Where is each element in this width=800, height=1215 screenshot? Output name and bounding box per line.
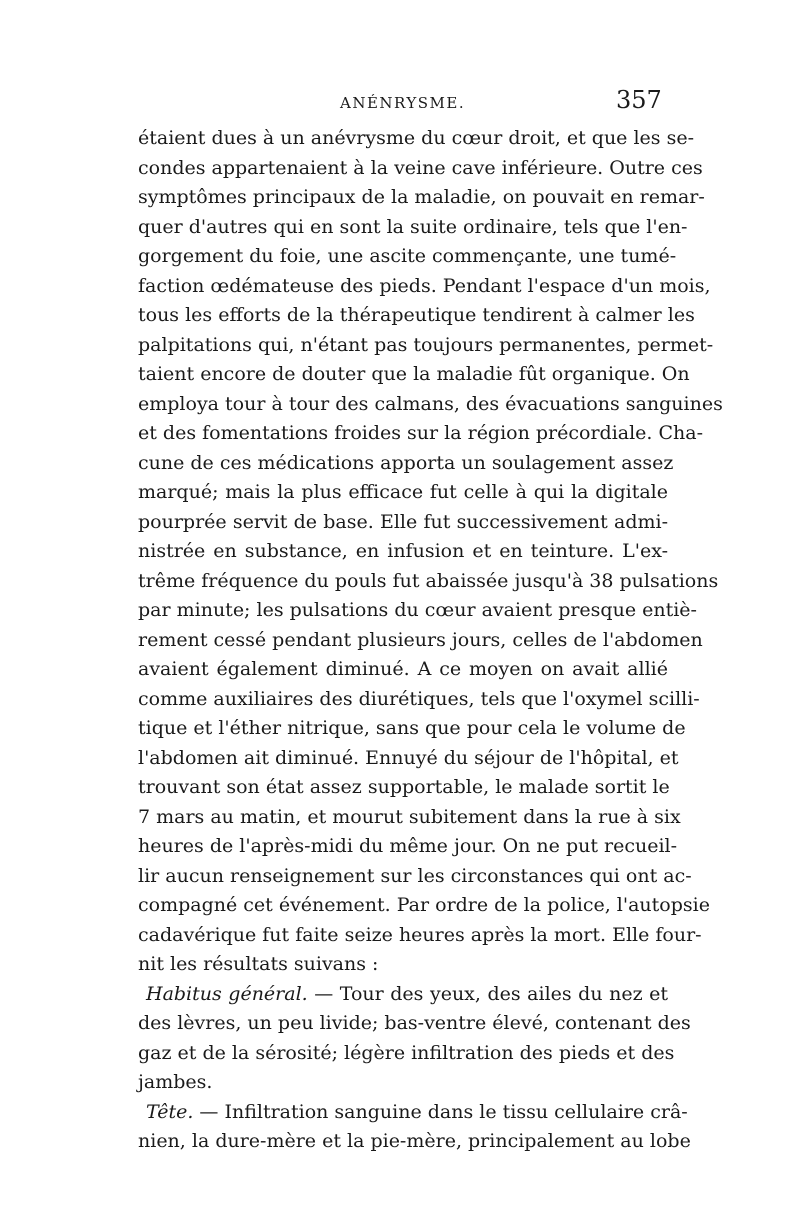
page-number: 357 [616,86,662,114]
text-line: compagné cet événement. Par ordre de la police, l'autopsie [138,894,710,916]
text-line: cadavérique fut faite seize heures après la mort. Elle four- [138,923,702,946]
text-line: 7 mars au matin, et mourut subitement dans la rue à six [138,805,681,828]
text-line: palpitations qui, n'étant pas toujours permanentes, permet- [138,333,714,356]
text-line: étaient dues à un anévrysme du cœur droit, et que les se- [138,127,694,149]
text-line: rement cessé pendant plusieurs jours, celles de l'abdomen [138,628,703,651]
text-line: nit les résultats suivans : [138,953,379,975]
text-fragment: — Tour des yeux, des ailes du nez et [307,982,669,1005]
habitus-heading: Habitus général. [146,982,308,1005]
text-line: nien, la dure-mère et la pie-mère, principalement au lobe [138,1130,691,1152]
text-line: employa tour à tour des calmans, des évacuations sanguines [138,392,723,415]
body-text [138,124,723,1157]
text-line: des lèvres, un peu livide; bas-ventre élevé, contenant des [138,1012,691,1034]
text-line: faction œdémateuse des pieds. Pendant l'espace d'un mois, [138,274,711,297]
tete-heading: Tête. [146,1100,194,1123]
text-fragment: — Infiltration sanguine dans le tissu cellulaire crâ- [193,1100,688,1123]
text-line: avaient également diminué. A ce moyen on avait allié [138,658,668,680]
text-line: condes appartenaient à la veine cave inférieure. Outre ces [138,156,703,179]
text-line: comme auxiliaires des diurétiques, tels que l'oxymel scilli- [138,687,700,710]
text-line: cune de ces médications apporta un soulagement assez [138,451,674,474]
text-line: gorgement du foie, une ascite commençante, une tumé- [138,245,677,267]
text-line: l'abdomen ait diminué. Ennuyé du séjour de l'hôpital, et [138,746,679,769]
text-line: pourprée servit de base. Elle fut successivement admi- [138,510,668,533]
habitus-paragraph-first-line [138,980,668,1010]
text-line: jambes. [138,1071,213,1093]
text-line: par minute; les pulsations du cœur avaient presque entiè- [138,599,697,621]
text-line: taient encore de douter que la maladie fût organique. On [138,363,690,385]
text-line: trouvant son état assez supportable, le malade sortit le [138,776,670,798]
running-head [0,86,800,116]
text-line: tous les efforts de la thérapeutique tendirent à calmer les [138,304,695,326]
text-line: quer d'autres qui en sont la suite ordinaire, tels que l'en- [138,215,688,238]
running-title: ANÉNRYSME. [340,94,466,112]
text-line: gaz et de la sérosité; légère infiltration des pieds et des [138,1041,675,1064]
tete-paragraph-first-line [138,1098,688,1128]
text-line: lir aucun renseignement sur les circonstances qui ont ac- [138,864,692,887]
text-line: et des fomentations froides sur la région précordiale. Cha- [138,422,704,444]
text-line: symptômes principaux de la maladie, on pouvait en remar- [138,186,705,208]
text-line: trême fréquence du pouls fut abaissée jusqu'à 38 pulsations [138,569,719,592]
text-line: heures de l'après-midi du même jour. On ne put recueil- [138,835,678,857]
text-line: tique et l'éther nitrique, sans que pour cela le volume de [138,717,686,739]
text-line: marqué; mais la plus efficace fut celle à qui la digitale [138,481,668,503]
text-line: nistrée en substance, en infusion et en teinture. L'ex- [138,540,668,562]
